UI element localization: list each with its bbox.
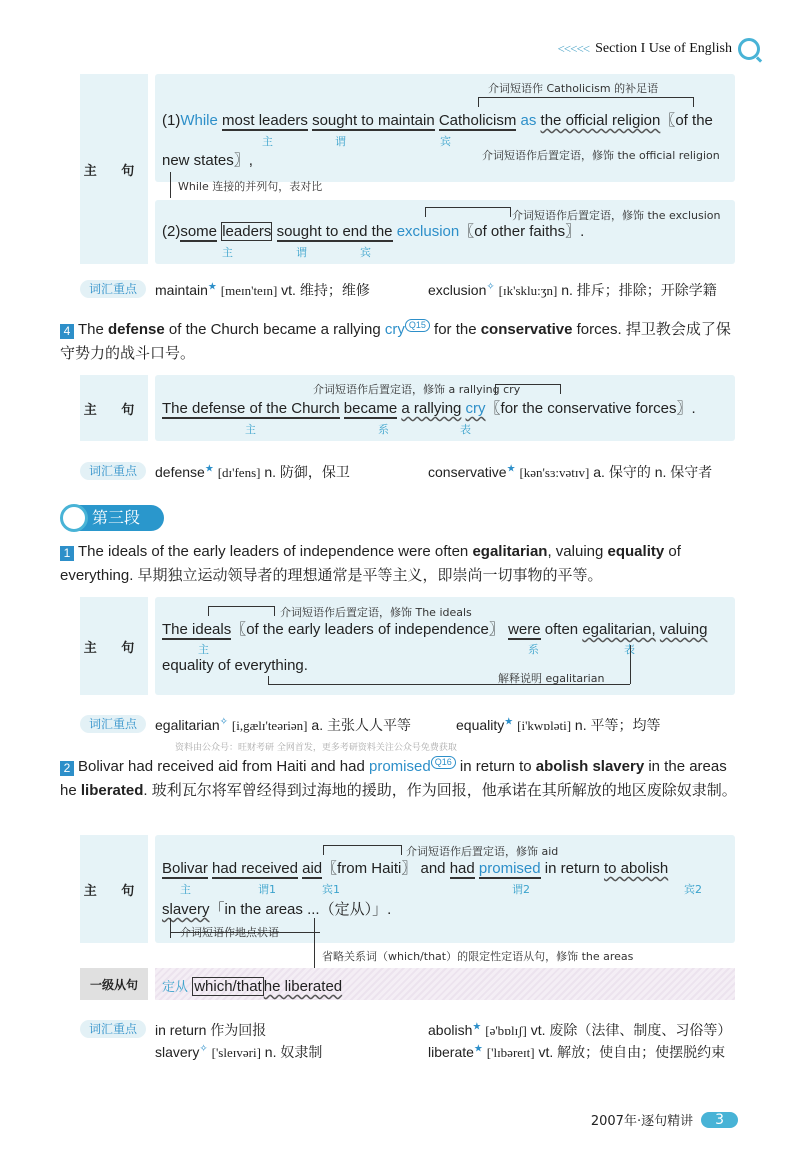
vocab-conservative: conservative★ [kən'sɜ:vətɪv] a. 保守的 n. 保守者 xyxy=(428,463,713,480)
note-attr-aid: 介词短语作后置定语，修饰 aid xyxy=(406,845,559,858)
note-attr-ideals: 介词短语作后置定语，修饰 The ideals xyxy=(280,606,472,619)
vocab-exclusion: exclusion✧ [ɪk'sklu:ʒn] n. 排斥；排除；开除学籍 xyxy=(428,281,717,298)
vocab-maintain: maintain★ [meɪn'teɪn] vt. 维持；维修 xyxy=(155,281,370,298)
vocab-equality: equality★ [i'kwɒləti] n. 平等；均等 xyxy=(456,716,661,733)
main-clause-label-3: 主 句 xyxy=(80,597,148,695)
vocab-badge-2: 词汇重点 xyxy=(80,462,146,480)
vocab-egalitarian: egalitarian✧ [i,gælɪ'teəriən] a. 主张人人平等 xyxy=(155,716,411,733)
vocab-in-return: in return 作为回报 xyxy=(155,1022,267,1038)
level-clause-text: 定从 which/that he liberated xyxy=(162,978,343,995)
note-attr-exclusion: 介词短语作后置定语，修饰 the exclusion xyxy=(512,209,721,222)
watermark: 资料由公众号：旺财考研 全网首发，更多考研资料关注公众号免费获取 xyxy=(175,743,457,753)
sentence-paragraph-1: 1 The ideals of the early leaders of independence were often egalitarian, valuing equality of everything. 早期独立运动领导者的理想通常是平等主义，即崇尚一切事物的平等。 xyxy=(60,543,681,584)
note-explain: 解释说明 egalitarian xyxy=(498,672,605,685)
sentence-1-line-2: new states〗, xyxy=(162,152,253,169)
page-header xyxy=(557,38,760,60)
sentence-2: (2)some leaders sought to end the exclusion〖of other faiths〗. xyxy=(162,223,585,240)
sentence-analysis-2: The defense of the Church became a rallying cry〖for the conservative forces〗. xyxy=(162,400,696,417)
sentence-analysis-3: The ideals〖of the early leaders of independence〗 were often egalitarian, valuing xyxy=(162,621,708,638)
sentence-paragraph-4: 4 The defense of the Church became a rallying cry Q15 for the conservative forces. 捍卫教会成了保守势力的战斗口号。 xyxy=(60,320,731,362)
vocab-defense: defense★ [dɪ'fens] n. 防御，保卫 xyxy=(155,463,350,480)
sentence-1-line-1: (1)While most leaders sought to maintain Catholicism as the official religion〖of the xyxy=(162,112,713,129)
sentence-paragraph-2: 2 Bolivar had received aid from Haiti and had promised Q16 in return to abolish slavery in the areas he liberated. 玻利瓦尔将军曾经得到过海地的援助，作为回报，他承诺在其所解放的地区废除奴隶制。 xyxy=(60,757,737,799)
footer-text: 2007年·逐句精讲 xyxy=(590,1114,694,1129)
vocab-badge: 词汇重点 xyxy=(80,280,146,298)
search-logo-icon xyxy=(738,38,760,60)
vocab-badge-4: 词汇重点 xyxy=(80,1020,146,1038)
vocab-badge-3: 词汇重点 xyxy=(80,715,146,733)
sentence-analysis-4-line2: slavery「in the areas ...（定从）」. xyxy=(162,901,392,918)
main-clause-label-2: 主 句 xyxy=(80,375,148,441)
main-clause-label-4: 主 句 xyxy=(80,835,148,943)
vocab-slavery: slavery✧ ['sleɪvəri] n. 奴隶制 xyxy=(155,1043,323,1060)
level-clause-label: 一级从句 xyxy=(80,968,148,1000)
sentence-analysis-4: Bolivar had received aid〖from Haiti〗 and had promised in return to abolish xyxy=(162,860,669,877)
note-relative-clause: 省略关系词（which/that）的限定性定语从句，修饰 the areas xyxy=(322,950,634,963)
section-title: Section I Use of English xyxy=(595,41,732,56)
note-complement: 介词短语作 Catholicism 的补足语 xyxy=(488,82,659,95)
section-badge: 第三段 xyxy=(62,505,164,531)
page-number: 3 xyxy=(701,1112,738,1128)
main-clause-label: 主 句 xyxy=(80,74,148,264)
note-while: While 连接的并列句，表对比 xyxy=(178,180,323,193)
note-place-adverbial: 介词短语作地点状语 xyxy=(180,926,279,939)
vocab-liberate: liberate★ ['lɪbəreɪt] vt. 解放；使自由；使摆脱约束 xyxy=(428,1043,726,1060)
arrows-decoration: <<<<< xyxy=(557,41,590,56)
note-attr-cry: 介词短语作后置定语，修饰 a rallying cry xyxy=(313,383,521,396)
page-footer xyxy=(591,1110,738,1129)
note-attr-religion: 介词短语作后置定语，修饰 the official religion xyxy=(482,149,720,162)
vocab-abolish: abolish★ [ə'bɒlɪʃ] vt. 废除（法律、制度、习俗等） xyxy=(428,1021,732,1038)
search-logo-icon xyxy=(60,504,88,532)
sentence-analysis-3-line2: equality of everything. xyxy=(162,657,308,674)
